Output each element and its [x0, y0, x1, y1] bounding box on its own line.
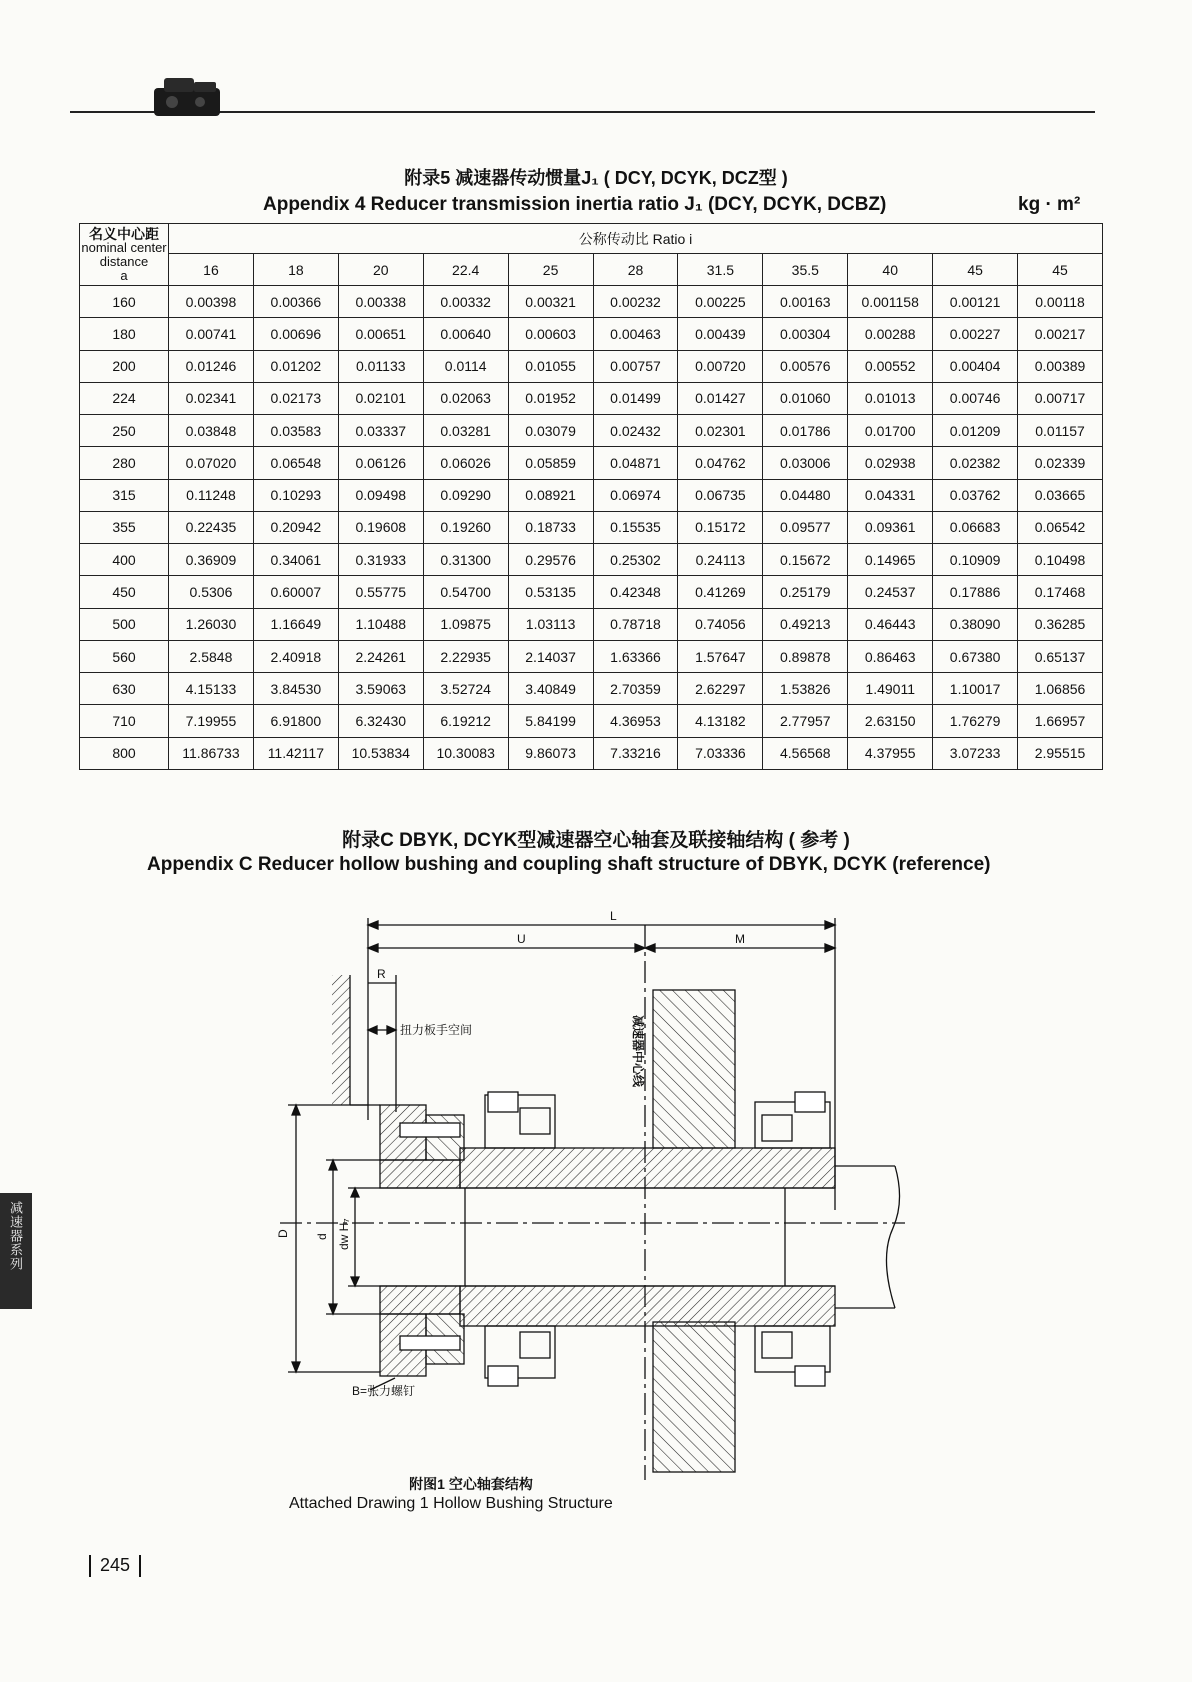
center-distance-cell: 250	[80, 415, 169, 447]
ratio-header-cell: 45	[1018, 254, 1103, 286]
inertia-value-cell: 4.13182	[678, 705, 763, 737]
inertia-value-cell: 0.15535	[593, 511, 678, 543]
center-distance-cell: 355	[80, 511, 169, 543]
dim-label-M: M	[735, 932, 745, 946]
inertia-value-cell: 1.53826	[763, 673, 848, 705]
inertia-value-cell: 0.00603	[508, 318, 593, 350]
bushing-upper	[380, 1160, 460, 1188]
inertia-value-cell: 0.10909	[933, 544, 1018, 576]
dim-label-L: L	[610, 909, 617, 923]
center-distance-cell: 200	[80, 350, 169, 382]
inertia-value-cell: 0.00746	[933, 382, 1018, 414]
inertia-value-cell: 0.10498	[1018, 544, 1103, 576]
inertia-value-cell: 0.00576	[763, 350, 848, 382]
inertia-value-cell: 0.04871	[593, 447, 678, 479]
inertia-value-cell: 0.03281	[423, 415, 508, 447]
center-distance-cell: 224	[80, 382, 169, 414]
inertia-value-cell: 0.02063	[423, 382, 508, 414]
inertia-value-cell: 3.07233	[933, 737, 1018, 769]
inertia-value-cell: 0.01246	[169, 350, 254, 382]
corner-header-symbol: a	[120, 267, 128, 283]
inertia-value-cell: 0.02382	[933, 447, 1018, 479]
gear-lower	[653, 1322, 735, 1472]
inertia-value-cell: 0.25179	[763, 576, 848, 608]
inertia-value-cell: 0.24537	[848, 576, 933, 608]
inertia-value-cell: 0.02339	[1018, 447, 1103, 479]
inertia-value-cell: 0.38090	[933, 608, 1018, 640]
center-distance-cell: 560	[80, 640, 169, 672]
ratio-header-cell: 31.5	[678, 254, 763, 286]
inertia-value-cell: 1.06856	[1018, 673, 1103, 705]
ratio-header-cell: 25	[508, 254, 593, 286]
inertia-value-cell: 0.01427	[678, 382, 763, 414]
inertia-value-cell: 5.84199	[508, 705, 593, 737]
wall-hatch	[332, 975, 350, 1105]
inertia-value-cell: 0.06735	[678, 479, 763, 511]
inertia-value-cell: 0.42348	[593, 576, 678, 608]
table-unit: kg · m²	[1018, 194, 1081, 215]
inertia-value-cell: 0.46443	[848, 608, 933, 640]
inertia-value-cell: 0.04331	[848, 479, 933, 511]
inertia-value-cell: 2.5848	[169, 640, 254, 672]
inertia-value-cell: 0.00640	[423, 318, 508, 350]
inertia-value-cell: 1.76279	[933, 705, 1018, 737]
inertia-value-cell: 0.09290	[423, 479, 508, 511]
inertia-value-cell: 0.14965	[848, 544, 933, 576]
inertia-value-cell: 1.10017	[933, 673, 1018, 705]
bolt-lower	[400, 1336, 460, 1350]
inertia-value-cell: 0.15672	[763, 544, 848, 576]
inertia-value-cell: 0.0114	[423, 350, 508, 382]
figure-caption-en: Attached Drawing 1 Hollow Bushing Structure	[289, 1495, 613, 1512]
ratio-header: 公称传动比 Ratio i	[169, 224, 1103, 254]
inertia-value-cell: 0.06548	[253, 447, 338, 479]
inertia-value-cell: 0.89878	[763, 640, 848, 672]
inertia-value-cell: 0.00118	[1018, 286, 1103, 318]
inertia-value-cell: 0.01013	[848, 382, 933, 414]
inertia-value-cell: 0.00696	[253, 318, 338, 350]
inertia-value-cell: 0.02101	[338, 382, 423, 414]
inertia-value-cell: 3.84530	[253, 673, 338, 705]
inertia-value-cell: 0.54700	[423, 576, 508, 608]
ratio-header-cell: 28	[593, 254, 678, 286]
table-title-cn: 附录5 减速器传动惯量J₁ ( DCY, DCYK, DCZ型 )	[404, 168, 788, 188]
inertia-value-cell: 0.24113	[678, 544, 763, 576]
inertia-value-cell: 0.00288	[848, 318, 933, 350]
bearing-left-upper	[520, 1108, 550, 1134]
inertia-value-cell: 0.01786	[763, 415, 848, 447]
dim-label-R: R	[377, 967, 386, 981]
inertia-value-cell: 0.00321	[508, 286, 593, 318]
inertia-value-cell: 0.00757	[593, 350, 678, 382]
inertia-value-cell: 0.03006	[763, 447, 848, 479]
inertia-value-cell: 0.01209	[933, 415, 1018, 447]
center-distance-cell: 315	[80, 479, 169, 511]
bearing-left-lower	[520, 1332, 550, 1358]
inertia-value-cell: 2.62297	[678, 673, 763, 705]
inertia-value-cell: 0.07020	[169, 447, 254, 479]
inertia-value-cell: 0.65137	[1018, 640, 1103, 672]
inertia-value-cell: 0.5306	[169, 576, 254, 608]
inertia-value-cell: 2.70359	[593, 673, 678, 705]
inertia-value-cell: 1.49011	[848, 673, 933, 705]
inertia-value-cell: 0.00404	[933, 350, 1018, 382]
inertia-value-cell: 0.08921	[508, 479, 593, 511]
inertia-value-cell: 11.42117	[253, 737, 338, 769]
cap-screw-right-lower	[795, 1366, 825, 1386]
hollow-shaft-lower	[460, 1286, 835, 1326]
inertia-value-cell: 0.00163	[763, 286, 848, 318]
inertia-value-cell: 0.22435	[169, 511, 254, 543]
section-title-en: Appendix C Reducer hollow bushing and coupling shaft structure of DBYK, DCYK (reference)	[147, 854, 991, 875]
center-distance-cell: 280	[80, 447, 169, 479]
inertia-value-cell: 0.49213	[763, 608, 848, 640]
inertia-value-cell: 0.06542	[1018, 511, 1103, 543]
inertia-value-cell: 0.00389	[1018, 350, 1103, 382]
inertia-value-cell: 2.77957	[763, 705, 848, 737]
inertia-value-cell: 0.01157	[1018, 415, 1103, 447]
inertia-value-cell: 0.00398	[169, 286, 254, 318]
inertia-value-cell: 0.001158	[848, 286, 933, 318]
inertia-value-cell: 3.52724	[423, 673, 508, 705]
inertia-value-cell: 0.60007	[253, 576, 338, 608]
inertia-value-cell: 1.57647	[678, 640, 763, 672]
dim-label-dw: dw H₇	[337, 1218, 351, 1250]
inertia-value-cell: 0.18733	[508, 511, 593, 543]
inertia-value-cell: 1.16649	[253, 608, 338, 640]
inertia-value-cell: 0.02301	[678, 415, 763, 447]
inertia-value-cell: 1.26030	[169, 608, 254, 640]
inertia-value-cell: 0.03848	[169, 415, 254, 447]
cap-screw-left-upper	[488, 1092, 518, 1112]
inertia-value-cell: 0.04480	[763, 479, 848, 511]
inertia-value-cell: 0.17886	[933, 576, 1018, 608]
inertia-value-cell: 7.03336	[678, 737, 763, 769]
page-number-value: 245	[100, 1555, 131, 1575]
wrench-space-label: 扭力板手空间	[400, 1023, 473, 1037]
inertia-value-cell: 0.01060	[763, 382, 848, 414]
inertia-value-cell: 0.06126	[338, 447, 423, 479]
ratio-header-cell: 40	[848, 254, 933, 286]
inertia-value-cell: 0.00332	[423, 286, 508, 318]
inertia-value-cell: 0.53135	[508, 576, 593, 608]
ratio-header-cell: 16	[169, 254, 254, 286]
bolt-upper	[400, 1123, 460, 1137]
inertia-value-cell: 2.40918	[253, 640, 338, 672]
inertia-value-cell: 4.56568	[763, 737, 848, 769]
inertia-value-cell: 0.15172	[678, 511, 763, 543]
dim-label-d: d	[315, 1233, 329, 1240]
page-number-bar-left	[89, 1555, 91, 1577]
corner-header-cn: 名义中心距	[89, 225, 159, 242]
inertia-value-cell: 0.00304	[763, 318, 848, 350]
inertia-value-cell: 0.05859	[508, 447, 593, 479]
center-distance-cell: 800	[80, 737, 169, 769]
inertia-value-cell: 0.00121	[933, 286, 1018, 318]
inertia-value-cell: 2.22935	[423, 640, 508, 672]
inertia-value-cell: 0.00338	[338, 286, 423, 318]
inertia-value-cell: 0.25302	[593, 544, 678, 576]
inertia-value-cell: 6.32430	[338, 705, 423, 737]
ratio-header-cell: 35.5	[763, 254, 848, 286]
inertia-value-cell: 1.66957	[1018, 705, 1103, 737]
inertia-value-cell: 0.09498	[338, 479, 423, 511]
inertia-value-cell: 0.00217	[1018, 318, 1103, 350]
inertia-value-cell: 0.06683	[933, 511, 1018, 543]
inertia-value-cell: 0.01133	[338, 350, 423, 382]
inertia-value-cell: 0.00741	[169, 318, 254, 350]
inertia-value-cell: 0.36909	[169, 544, 254, 576]
center-distance-cell: 160	[80, 286, 169, 318]
cap-screw-right-upper	[795, 1092, 825, 1112]
dim-label-U: U	[517, 932, 526, 946]
inertia-value-cell: 0.03079	[508, 415, 593, 447]
inertia-value-cell: 0.19260	[423, 511, 508, 543]
bolt-note-label: B=张力螺钉	[352, 1384, 416, 1398]
inertia-value-cell: 0.00552	[848, 350, 933, 382]
gear-upper	[653, 990, 735, 1148]
inertia-value-cell: 0.02938	[848, 447, 933, 479]
inertia-value-cell: 6.19212	[423, 705, 508, 737]
center-distance-cell: 180	[80, 318, 169, 350]
inertia-value-cell: 0.20942	[253, 511, 338, 543]
inertia-value-cell: 0.31933	[338, 544, 423, 576]
inertia-value-cell: 10.30083	[423, 737, 508, 769]
ratio-header-cell: 22.4	[423, 254, 508, 286]
inertia-value-cell: 0.78718	[593, 608, 678, 640]
inertia-value-cell: 0.55775	[338, 576, 423, 608]
centerline-label: 减速器中心线	[631, 1015, 645, 1088]
inertia-value-cell: 0.00717	[1018, 382, 1103, 414]
cap-screw-left-lower	[488, 1366, 518, 1386]
inertia-value-cell: 0.67380	[933, 640, 1018, 672]
inertia-value-cell: 0.04762	[678, 447, 763, 479]
inertia-value-cell: 0.06026	[423, 447, 508, 479]
inertia-value-cell: 0.00463	[593, 318, 678, 350]
inertia-value-cell: 7.19955	[169, 705, 254, 737]
inertia-value-cell: 0.34061	[253, 544, 338, 576]
table-title-en: Appendix 4 Reducer transmission inertia ratio J₁ (DCY, DCYK, DCBZ)	[263, 194, 887, 215]
section-title-cn: 附录C DBYK, DCYK型减速器空心轴套及联接轴结构 ( 参考 )	[342, 830, 850, 851]
center-distance-cell: 500	[80, 608, 169, 640]
inertia-value-cell: 0.74056	[678, 608, 763, 640]
bearing-right-lower	[762, 1332, 792, 1358]
inertia-value-cell: 6.91800	[253, 705, 338, 737]
inertia-value-cell: 2.14037	[508, 640, 593, 672]
inertia-value-cell: 2.95515	[1018, 737, 1103, 769]
inertia-value-cell: 0.00651	[338, 318, 423, 350]
bushing-lower	[380, 1286, 460, 1314]
inertia-value-cell: 4.36953	[593, 705, 678, 737]
center-distance-cell: 400	[80, 544, 169, 576]
corner-header-en: nominal center distance	[81, 240, 167, 270]
inertia-value-cell: 0.09577	[763, 511, 848, 543]
figure-caption-cn: 附图1 空心轴套结构	[409, 1476, 533, 1492]
inertia-value-cell: 0.03337	[338, 415, 423, 447]
inertia-value-cell: 0.00232	[593, 286, 678, 318]
inertia-value-cell: 0.00366	[253, 286, 338, 318]
inertia-value-cell: 0.06974	[593, 479, 678, 511]
inertia-value-cell: 0.01700	[848, 415, 933, 447]
inertia-value-cell: 0.01952	[508, 382, 593, 414]
inertia-value-cell: 0.86463	[848, 640, 933, 672]
inertia-value-cell: 0.00720	[678, 350, 763, 382]
inertia-value-cell: 1.10488	[338, 608, 423, 640]
ratio-header-cell: 20	[338, 254, 423, 286]
inertia-value-cell: 0.01055	[508, 350, 593, 382]
inertia-value-cell: 1.09875	[423, 608, 508, 640]
inertia-value-cell: 0.41269	[678, 576, 763, 608]
center-distance-cell: 710	[80, 705, 169, 737]
center-distance-cell: 630	[80, 673, 169, 705]
center-distance-cell: 450	[80, 576, 169, 608]
bearing-right-upper	[762, 1115, 792, 1141]
inertia-value-cell: 2.63150	[848, 705, 933, 737]
inertia-value-cell: 4.37955	[848, 737, 933, 769]
inertia-value-cell: 0.01202	[253, 350, 338, 382]
inertia-value-cell: 1.03113	[508, 608, 593, 640]
ratio-header-cell: 18	[253, 254, 338, 286]
inertia-value-cell: 3.59063	[338, 673, 423, 705]
inertia-value-cell: 0.19608	[338, 511, 423, 543]
inertia-value-cell: 0.00225	[678, 286, 763, 318]
inertia-value-cell: 0.02341	[169, 382, 254, 414]
inertia-value-cell: 0.00227	[933, 318, 1018, 350]
inertia-value-cell: 3.40849	[508, 673, 593, 705]
inertia-value-cell: 11.86733	[169, 737, 254, 769]
inertia-value-cell: 0.01499	[593, 382, 678, 414]
side-tab-label: 减速器系列	[8, 1201, 23, 1271]
inertia-value-cell: 10.53834	[338, 737, 423, 769]
inertia-value-cell: 0.02173	[253, 382, 338, 414]
page-number	[80, 1555, 150, 1577]
inertia-value-cell: 0.03583	[253, 415, 338, 447]
inertia-value-cell: 0.00439	[678, 318, 763, 350]
inertia-value-cell: 7.33216	[593, 737, 678, 769]
inertia-value-cell: 0.02432	[593, 415, 678, 447]
inertia-value-cell: 0.03665	[1018, 479, 1103, 511]
inertia-value-cell: 1.63366	[593, 640, 678, 672]
inertia-value-cell: 0.09361	[848, 511, 933, 543]
dim-label-D: D	[276, 1229, 290, 1238]
inertia-value-cell: 0.10293	[253, 479, 338, 511]
hollow-shaft-upper	[460, 1148, 835, 1188]
inertia-value-cell: 0.17468	[1018, 576, 1103, 608]
inertia-value-cell: 2.24261	[338, 640, 423, 672]
output-shaft-break	[886, 1166, 899, 1308]
inertia-value-cell: 9.86073	[508, 737, 593, 769]
ratio-header-cell: 45	[933, 254, 1018, 286]
inertia-value-cell: 0.03762	[933, 479, 1018, 511]
page-number-bar-right	[139, 1555, 141, 1577]
inertia-value-cell: 0.36285	[1018, 608, 1103, 640]
inertia-value-cell: 0.29576	[508, 544, 593, 576]
inertia-value-cell: 4.15133	[169, 673, 254, 705]
inertia-value-cell: 0.31300	[423, 544, 508, 576]
inertia-value-cell: 0.11248	[169, 479, 254, 511]
